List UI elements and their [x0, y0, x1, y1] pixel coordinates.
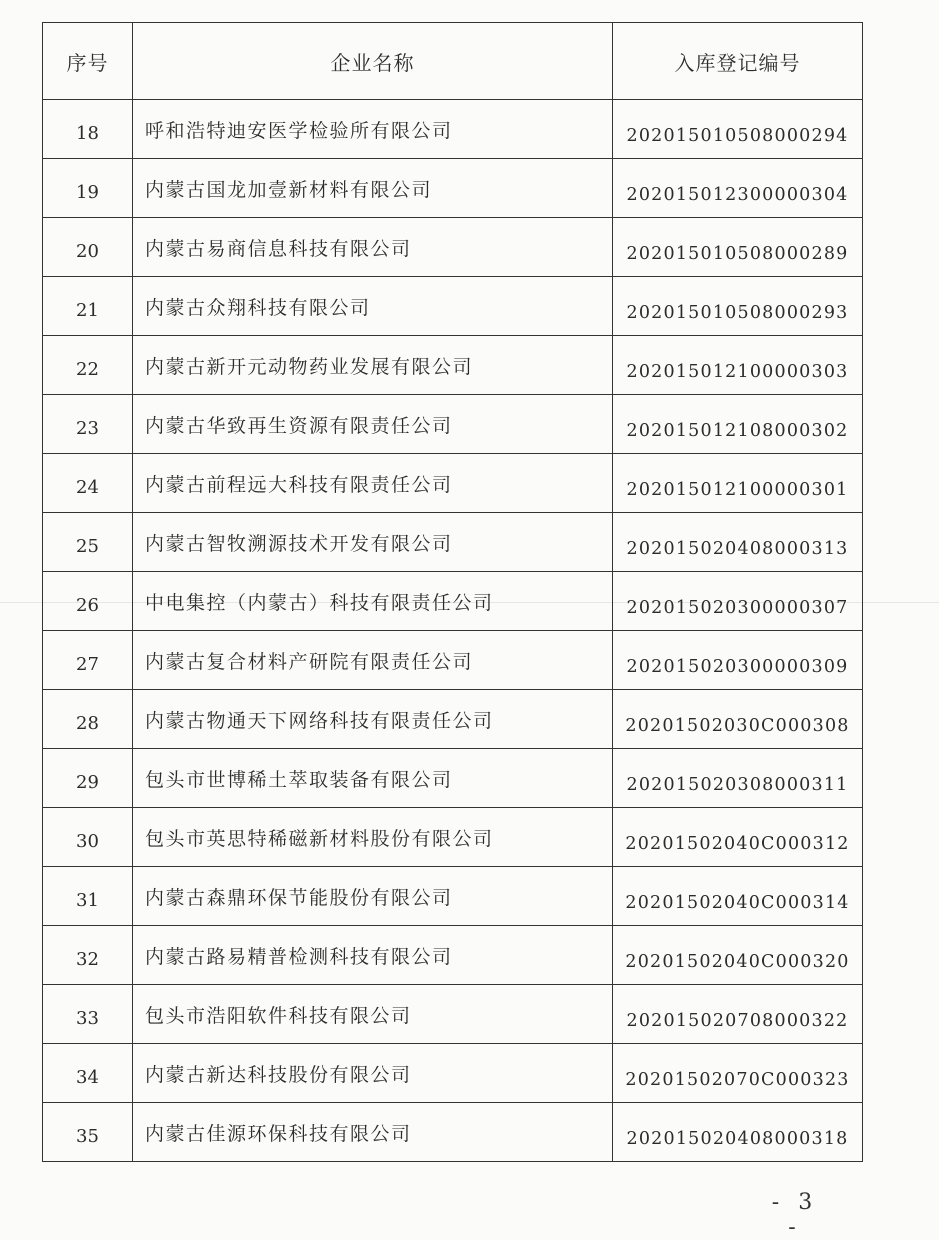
row-name: 包头市浩阳软件科技有限公司	[133, 985, 613, 1044]
table-row	[43, 749, 863, 808]
row-name: 内蒙古众翔科技有限公司	[133, 277, 613, 336]
row-code: 202015020708000322	[613, 985, 863, 1044]
row-code: 202015010508000294	[613, 100, 863, 159]
table-header-row	[43, 23, 863, 100]
row-seq: 23	[43, 395, 133, 454]
row-seq: 19	[43, 159, 133, 218]
row-seq: 22	[43, 336, 133, 395]
row-seq: 30	[43, 808, 133, 867]
header-code: 入库登记编号	[613, 23, 863, 100]
table-row	[43, 985, 863, 1044]
row-name: 呼和浩特迪安医学检验所有限公司	[133, 100, 613, 159]
row-name: 内蒙古新开元动物药业发展有限公司	[133, 336, 613, 395]
enterprise-registry-table	[42, 22, 863, 1162]
row-seq: 29	[43, 749, 133, 808]
row-code: 202015012300000304	[613, 159, 863, 218]
row-code: 202015010508000293	[613, 277, 863, 336]
table-row	[43, 218, 863, 277]
row-code: 202015020300000307	[613, 572, 863, 631]
row-seq: 28	[43, 690, 133, 749]
row-name: 内蒙古华致再生资源有限责任公司	[133, 395, 613, 454]
row-name: 内蒙古智牧溯源技术开发有限公司	[133, 513, 613, 572]
row-code: 202015010508000289	[613, 218, 863, 277]
table-row	[43, 690, 863, 749]
row-seq: 24	[43, 454, 133, 513]
table-row	[43, 926, 863, 985]
row-seq: 33	[43, 985, 133, 1044]
row-seq: 31	[43, 867, 133, 926]
row-code: 202015012100000303	[613, 336, 863, 395]
row-name: 内蒙古易商信息科技有限公司	[133, 218, 613, 277]
row-seq: 34	[43, 1044, 133, 1103]
header-name: 企业名称	[133, 23, 613, 100]
table-row	[43, 867, 863, 926]
row-seq: 25	[43, 513, 133, 572]
row-name: 包头市英思特稀磁新材料股份有限公司	[133, 808, 613, 867]
table-row	[43, 277, 863, 336]
table-row	[43, 454, 863, 513]
table-row	[43, 1044, 863, 1103]
row-code: 20201502040C000320	[613, 926, 863, 985]
row-code: 202015020408000313	[613, 513, 863, 572]
row-name: 内蒙古物通天下网络科技有限责任公司	[133, 690, 613, 749]
row-code: 202015020308000311	[613, 749, 863, 808]
table-row	[43, 572, 863, 631]
table-row	[43, 631, 863, 690]
table-row	[43, 513, 863, 572]
table-row	[43, 395, 863, 454]
row-code: 202015020408000318	[613, 1103, 863, 1162]
row-code: 202015020300000309	[613, 631, 863, 690]
row-seq: 18	[43, 100, 133, 159]
table-row	[43, 336, 863, 395]
row-seq: 20	[43, 218, 133, 277]
row-code: 202015012108000302	[613, 395, 863, 454]
header-seq: 序号	[43, 23, 133, 100]
row-seq: 27	[43, 631, 133, 690]
row-name: 内蒙古前程远大科技有限责任公司	[133, 454, 613, 513]
row-name: 内蒙古国龙加壹新材料有限公司	[133, 159, 613, 218]
table-row	[43, 159, 863, 218]
row-name: 中电集控（内蒙古）科技有限责任公司	[133, 572, 613, 631]
row-code: 20201502030C000308	[613, 690, 863, 749]
row-name: 内蒙古新达科技股份有限公司	[133, 1044, 613, 1103]
row-code: 202015012100000301	[613, 454, 863, 513]
row-code: 20201502040C000312	[613, 808, 863, 867]
row-name: 内蒙古佳源环保科技有限公司	[133, 1103, 613, 1162]
row-seq: 26	[43, 572, 133, 631]
row-name: 内蒙古复合材料产研院有限责任公司	[133, 631, 613, 690]
row-code: 20201502040C000314	[613, 867, 863, 926]
row-seq: 21	[43, 277, 133, 336]
table-row	[43, 100, 863, 159]
row-name: 包头市世博稀土萃取装备有限公司	[133, 749, 613, 808]
table-row	[43, 1103, 863, 1162]
table-row	[43, 808, 863, 867]
row-name: 内蒙古森鼎环保节能股份有限公司	[133, 867, 613, 926]
row-code: 20201502070C000323	[613, 1044, 863, 1103]
page-number: - 3 -	[771, 1190, 819, 1240]
row-seq: 35	[43, 1103, 133, 1162]
row-seq: 32	[43, 926, 133, 985]
row-name: 内蒙古路易精普检测科技有限公司	[133, 926, 613, 985]
